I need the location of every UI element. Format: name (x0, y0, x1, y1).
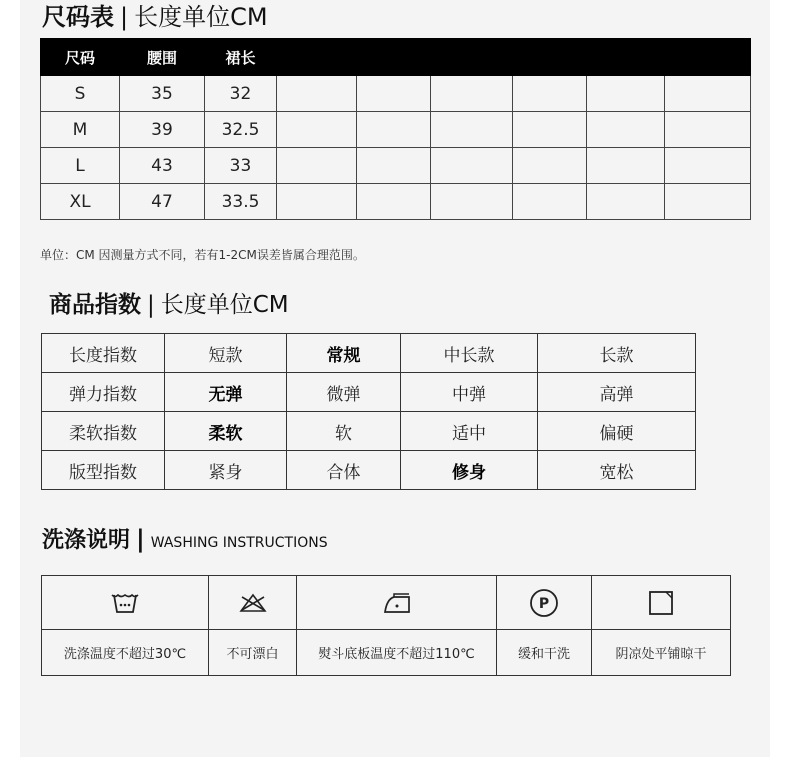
empty-cell (357, 184, 431, 220)
title-separator: | (147, 292, 155, 318)
wash-label: 阴凉处平铺晾干 (592, 630, 731, 676)
title-separator: | (120, 3, 129, 31)
iron-icon (382, 592, 412, 614)
wash-30-icon (111, 592, 139, 614)
empty-cell (513, 184, 587, 220)
index-option: 短款 (165, 334, 287, 373)
empty-cell (431, 148, 513, 184)
size-chart-title (42, 0, 268, 32)
empty-cell (277, 112, 357, 148)
waist-cell: 47 (120, 184, 205, 220)
index-label: 长度指数 (42, 334, 165, 373)
wash-icons-row (42, 576, 731, 630)
empty-cell (587, 148, 665, 184)
header-cell: 腰围 (120, 39, 205, 76)
index-option: 高弹 (538, 373, 696, 412)
empty-cell (665, 184, 751, 220)
wash-label: 缓和干洗 (497, 630, 592, 676)
dry-clean-icon-cell (497, 576, 592, 630)
size-table-header (41, 39, 751, 76)
wash-heading: 洗涤说明 (42, 528, 131, 553)
length-cell: 33 (205, 148, 277, 184)
empty-cell (513, 112, 587, 148)
empty-cell (513, 148, 587, 184)
waist-cell: 35 (120, 76, 205, 112)
size-chart-heading: 尺码表 (42, 3, 114, 31)
empty-cell (431, 112, 513, 148)
wash-label: 熨斗底板温度不超过110℃ (297, 630, 497, 676)
size-cell: L (41, 148, 120, 184)
empty-cell (587, 112, 665, 148)
empty-cell (587, 76, 665, 112)
size-table (40, 38, 751, 220)
length-cell: 32 (205, 76, 277, 112)
index-unit: 长度单位CM (160, 292, 289, 318)
length-cell: 32.5 (205, 112, 277, 148)
index-option: 适中 (401, 412, 538, 451)
index-title (49, 286, 289, 319)
waist-cell: 39 (120, 112, 205, 148)
measurement-note: 单位：CM 因测量方式不同，若有1-2CM误差皆属合理范围。 (40, 248, 365, 262)
header-cell (431, 39, 513, 76)
index-label: 弹力指数 (42, 373, 165, 412)
header-cell (277, 39, 357, 76)
empty-cell (665, 148, 751, 184)
empty-cell (665, 76, 751, 112)
index-label: 版型指数 (42, 451, 165, 490)
header-cell (357, 39, 431, 76)
empty-cell (587, 184, 665, 220)
empty-cell (357, 148, 431, 184)
index-row-length (42, 334, 696, 373)
wash-title (42, 523, 328, 554)
index-option: 紧身 (165, 451, 287, 490)
index-option: 修身 (401, 451, 538, 490)
wash-subtitle: WASHING INSTRUCTIONS (150, 535, 328, 551)
index-option: 柔软 (165, 412, 287, 451)
bleach-icon-cell (209, 576, 297, 630)
empty-cell (513, 76, 587, 112)
table-row (41, 184, 751, 220)
dry-clean-letter: P (538, 595, 550, 612)
index-option: 中弹 (401, 373, 538, 412)
dry-icon-cell (592, 576, 731, 630)
header-cell: 裙长 (205, 39, 277, 76)
empty-cell (431, 184, 513, 220)
waist-cell: 43 (120, 148, 205, 184)
empty-cell (357, 76, 431, 112)
header-cell (587, 39, 665, 76)
size-chart-unit: 长度单位CM (134, 3, 268, 31)
title-separator: | (136, 525, 145, 553)
index-table (41, 333, 696, 490)
header-cell (513, 39, 587, 76)
index-option: 合体 (287, 451, 401, 490)
empty-cell (277, 184, 357, 220)
wash-table (41, 575, 731, 676)
wash-icon-cell (42, 576, 209, 630)
empty-cell (277, 148, 357, 184)
dry-flat-shade-icon (648, 590, 674, 616)
iron-icon-cell (297, 576, 497, 630)
dry-clean-p-icon (529, 588, 559, 618)
index-option: 软 (287, 412, 401, 451)
index-option: 宽松 (538, 451, 696, 490)
table-row (41, 112, 751, 148)
length-cell: 33.5 (205, 184, 277, 220)
index-row-elasticity (42, 373, 696, 412)
empty-cell (277, 76, 357, 112)
index-option: 无弹 (165, 373, 287, 412)
empty-cell (431, 76, 513, 112)
size-cell: M (41, 112, 120, 148)
index-option: 微弹 (287, 373, 401, 412)
index-option: 中长款 (401, 334, 538, 373)
index-option: 偏硬 (538, 412, 696, 451)
wash-label: 洗涤温度不超过30℃ (42, 630, 209, 676)
index-option: 常规 (287, 334, 401, 373)
empty-cell (665, 112, 751, 148)
empty-cell (357, 112, 431, 148)
no-bleach-icon (238, 593, 268, 613)
index-row-fit (42, 451, 696, 490)
header-cell: 尺码 (41, 39, 120, 76)
table-row (41, 76, 751, 112)
size-cell: S (41, 76, 120, 112)
index-row-softness (42, 412, 696, 451)
wash-labels-row (42, 630, 731, 676)
wash-label: 不可漂白 (209, 630, 297, 676)
index-label: 柔软指数 (42, 412, 165, 451)
header-cell (665, 39, 751, 76)
table-row (41, 148, 751, 184)
size-cell: XL (41, 184, 120, 220)
index-option: 长款 (538, 334, 696, 373)
index-heading: 商品指数 (49, 292, 141, 318)
